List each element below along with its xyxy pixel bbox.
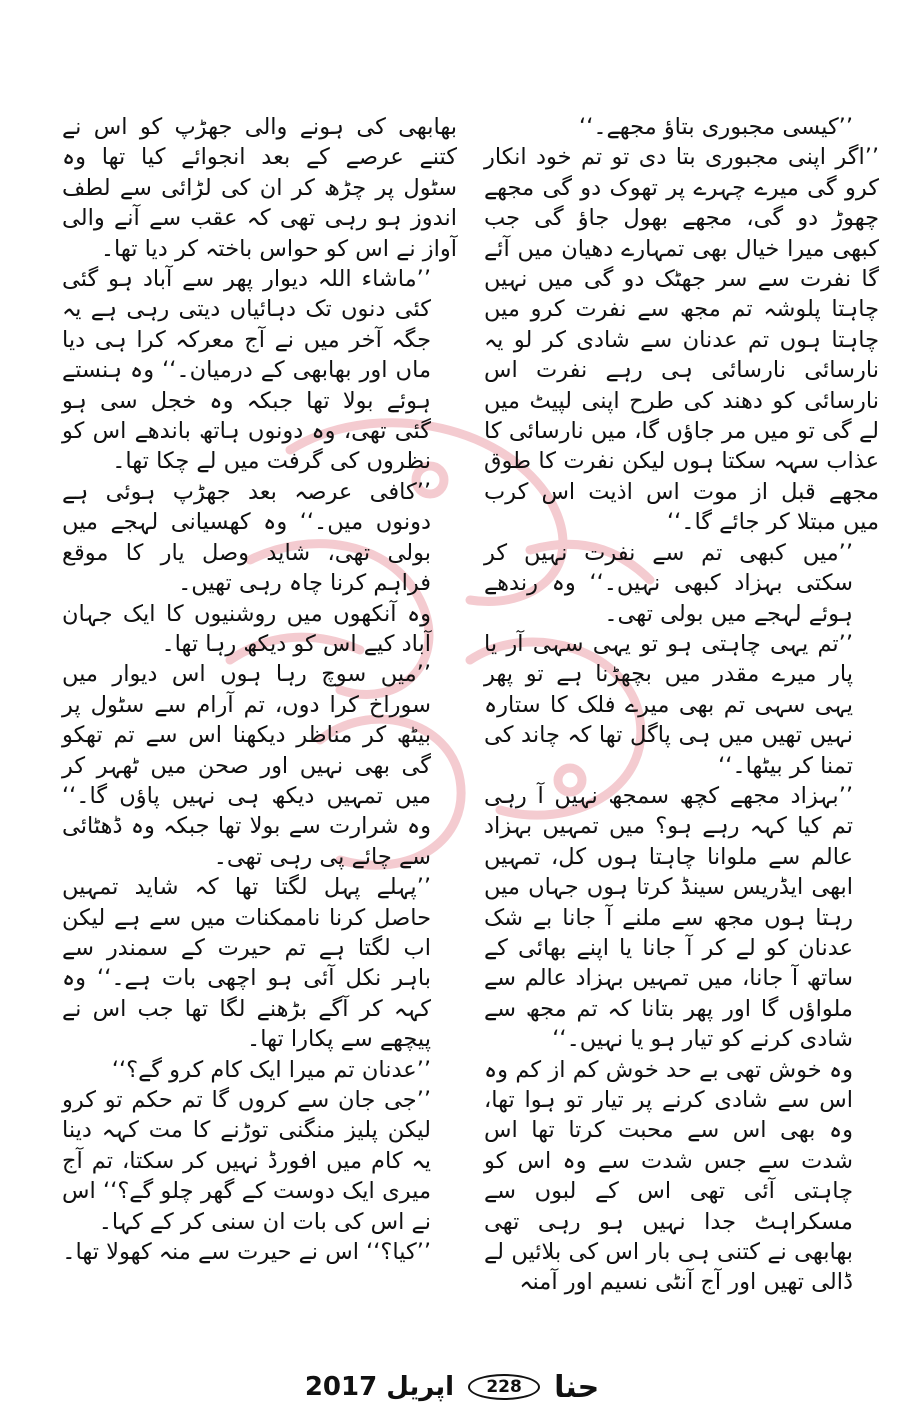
magazine-name: حنا (554, 1369, 600, 1405)
paragraph: ’’پہلے پہل لگتا تھا کہ شاید تمہیں حاصل کرنا ناممکنات میں سے ہے لیکن اب لگتا ہے تم حیرت کے سمندر سے باہر نکل آئی ہو اچھی بات ہے۔‘‘ وہ کہہ کر آگے بڑھنے لگا تھا جب اس نے پیچھے سے پکارا تھا۔ (62, 874, 431, 1053)
paragraph: ’’جی جان سے کروں گا تم حکم تو کرو لیکن پلیز منگنی توڑنے کا مت کہہ دینا یہ کام میں افورڈ نہیں کر سکتا، تم آج میری ایک دوست کے گھر چلو گے؟‘‘ اس نے اس کی بات ان سنی کر کے کہا۔ (62, 1087, 431, 1235)
page-footer (0, 1368, 904, 1406)
issue-date: اپریل 2017 (304, 1372, 455, 1402)
paragraph: ’’ماشاء اللہ دیوار پھر سے آباد ہو گئی کئی دنوں تک دہائیاں دیتی رہی ہے یہ جگہ آخر میں نے آج معرکہ کرا ہی دیا ماں اور بھابھی کے درمیان۔‘‘ وہ ہنستے ہوئے بولا تھا جبکہ وہ خجل سی ہو گئی تھی، وہ دونوں ہاتھ باندھے اس کو نظروں کی گرفت میں لے چکا تھا۔ (62, 266, 431, 475)
paragraph: ’’میں کبھی تم سے نفرت نہیں کر سکتی بہزاد کبھی نہیں۔‘‘ وہ رندھے ہوئے لہجے میں بولی تھی۔ (484, 539, 853, 627)
left-column (62, 112, 457, 1267)
paragraph: وہ خوش تھی بے حد خوش کم از کم وہ اس سے شادی کرنے پر تیار تو ہوا تھا، وہ بھی اس سے محبت کرتا تھا اس شدت سے جس شدت سے وہ اس کو چاہتی آئی تھی اس کے لبوں سے مسکراہٹ جدا نہیں ہو رہی تھی بھابھی نے کتنی ہی بار اس کی بلائیں لے ڈالی تھیں اور آج آنٹی نسیم اور آمنہ (484, 1056, 853, 1296)
page-number: 228 (468, 1374, 540, 1400)
paragraph: ’’کیا؟‘‘ اس نے حیرت سے منہ کھولا تھا۔ (62, 1239, 431, 1266)
paragraph: ’’اگر اپنی مجبوری بتا دی تو تم خود انکار کرو گی میرے چہرے پر تھوک دو گی مجھے چھوڑ دو گی، مجھے بھول جاؤ گی جب کبھی میرا خیال بھی تمہارے دھیان میں آئے گا نفرت سے سر جھٹک دو گی میں نہیں چاہتا پلوشہ تم مجھ سے نفرت کرو میں چاہتا ہوں تم عدنان سے شادی کر لو یہ نارسائی نارسائی ہی رہے نفرت اس نارسائی کو دھند کی طرح اپنی لپیٹ میں لے گی تو میں مر جاؤں گا، میں نارسائی کا عذاب سہہ سکتا ہوں لیکن نفرت کا طوق مجھے قبل از موت اس اذیت اس کرب میں مبتلا کر جائے گا۔‘‘ (484, 144, 879, 536)
paragraph: ’’کافی عرصہ بعد جھڑپ ہوئی ہے دونوں میں۔‘‘ وہ کھسیانی لہجے میں بولی تھی، شاید وصل یار کا موقع فراہم کرنا چاہ رہی تھیں۔ (62, 478, 431, 597)
right-column (484, 112, 879, 1298)
paragraph: ’’کیسی مجبوری بتاؤ مجھے۔‘‘ (579, 114, 853, 140)
paragraph: ’’عدنان تم میرا ایک کام کرو گے؟‘‘ (111, 1056, 431, 1083)
paragraph: وہ آنکھوں میں روشنیوں کا ایک جہان آباد کیے اس کو دیکھ رہا تھا۔ (62, 600, 431, 657)
paragraph: بھابھی کی ہونے والی جھڑپ کو اس نے کتنے عرصے کے بعد انجوائے کیا تھا وہ سٹول پر چڑھ کر ان کی لڑائی سے لطف اندوز ہو رہی تھی کہ عقب سے آنے والی آواز نے اس کو حواس باختہ کر دیا تھا۔ (62, 114, 457, 262)
paragraph: ’’تم یہی چاہتی ہو تو یہی سہی آر یا پار میرے مقدر میں بچھڑنا ہے تو پھر یہی سہی تم بھی میرے فلک کا ستارہ نہیں تھیں میں ہی پاگل تھا کہ چاند کی تمنا کر بیٹھا۔‘‘ (484, 630, 853, 779)
paragraph: ’’میں سوچ رہا ہوں اس دیوار میں سوراخ کرا دوں، تم آرام سے سٹول پر بیٹھ کر مناظر دیکھنا اس سے تم تھکو گی بھی نہیں اور صحن میں ٹھہر کر میں تمہیں دیکھ ہی نہیں پاؤں گا۔‘‘ وہ شرارت سے بولا تھا جبکہ وہ ڈھٹائی سے چائے پی رہی تھی۔ (62, 661, 431, 870)
paragraph: ’’بہزاد مجھے کچھ سمجھ نہیں آ رہی تم کیا کہہ رہے ہو؟ میں تمہیں بہزاد عالم سے ملوانا چاہتا ہوں کل، تمہیں ابھی ایڈریس سینڈ کرتا ہوں جہاں میں رہتا ہوں مجھ سے ملنے آ جانا بے شک عدنان کو لے کر آ جانا یا اپنے بھائی کے ساتھ آ جانا، میں تمہیں بہزاد عالم سے ملواؤں گا اور پھر بتانا کہ تم مجھ سے شادی کرنے کو تیار ہو یا نہیں۔‘‘ (484, 782, 853, 1053)
